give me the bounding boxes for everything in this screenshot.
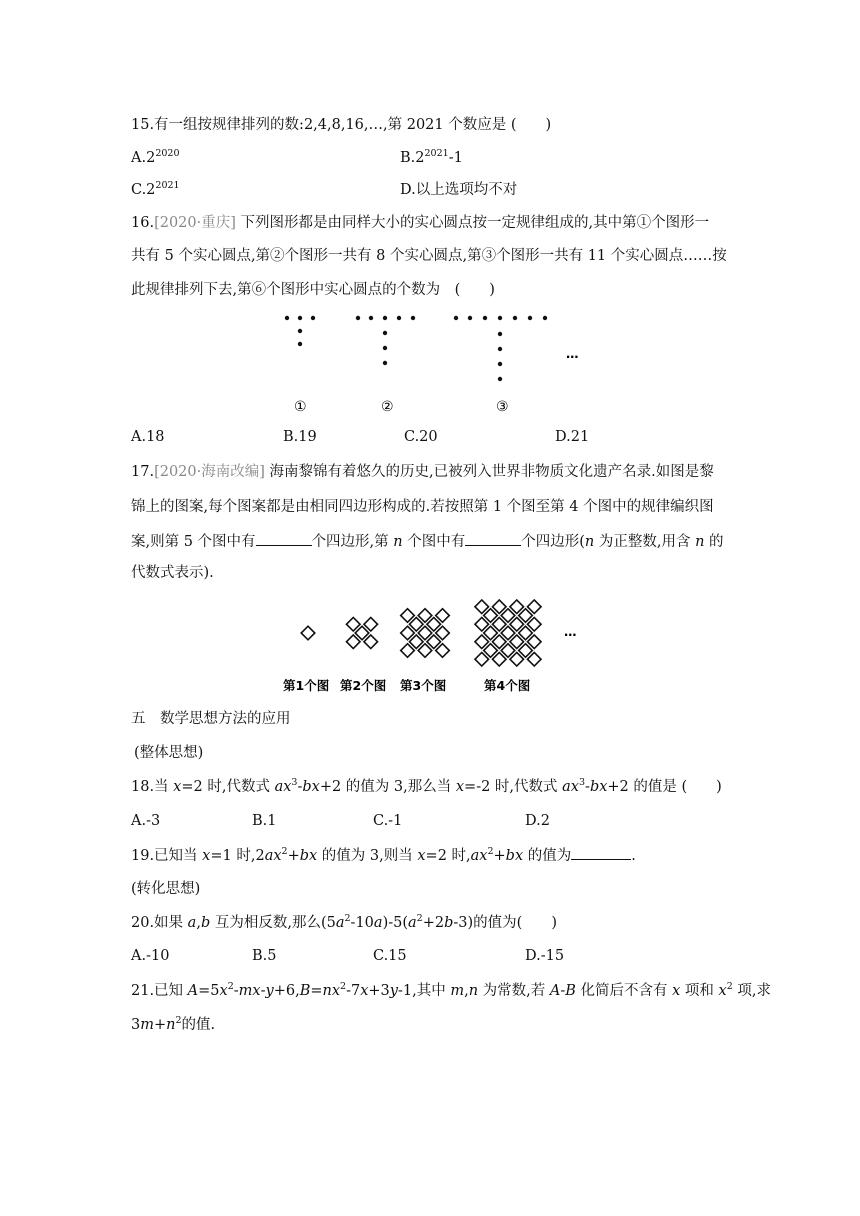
q16-line-2: 共有 5 个实心圆点,第②个图形一共有 8 个实心圆点,第③个图形一共有 11 个实心圆点……按 [131, 248, 727, 264]
q16-dot [411, 316, 415, 320]
q15-option-d: D.以上选项均不对 [400, 182, 518, 198]
section-sub-transform: (转化思想) [131, 881, 201, 897]
q16-dot [513, 316, 517, 320]
q17-quadrilateral [527, 652, 541, 666]
q16-line-3: 此规律排列下去,第⑥个图形中实心圆点的个数为 ( ) [131, 282, 495, 298]
q16-dot [298, 329, 302, 333]
q17-quadrilateral [484, 644, 498, 658]
q20-option-c: C.15 [373, 948, 407, 964]
q16-dot [383, 316, 387, 320]
q17-quadrilateral [418, 626, 432, 640]
q16-option-d: D.21 [555, 429, 590, 445]
q17-quadrilateral [510, 600, 524, 614]
q16-dot [397, 316, 401, 320]
q17-quadrilateral [475, 617, 489, 631]
q18-option-c: C.-1 [373, 813, 403, 829]
q17-quadrilateral [527, 617, 541, 631]
q17-quadrilateral [401, 626, 415, 640]
q16-line-1: 16.[2020·重庆] 下列图形都是由同样大小的实心圆点按一定规律组成的,其中第①个图形一 [131, 215, 710, 231]
q17-quadrilateral [346, 617, 360, 631]
q20-stem: 20.如果 a,b 互为相反数,那么$(5a^2-10a)-5(a^2+2b-3)$的值为( ) [131, 913, 557, 931]
q16-option-c: C.20 [404, 429, 438, 445]
q17-source: [2020·海南改编] [154, 464, 265, 480]
q17-quadrilateral [510, 652, 524, 666]
q15-option-b: $B.2^{2021}-1$ [400, 148, 463, 166]
q16-figure-label-1: ① [294, 399, 307, 415]
q17-quadrilateral [346, 635, 360, 649]
q18-option-d: D.2 [525, 813, 550, 829]
q16-option-b: B.19 [283, 429, 317, 445]
q17-line-4: 代数式表示). [131, 565, 214, 581]
q16-dot [543, 316, 547, 320]
q17-quadrilateral [519, 626, 533, 640]
q17-quadrilateral [527, 635, 541, 649]
q16-dot [383, 331, 387, 335]
q16-dot [356, 316, 360, 320]
section-title: 五 数学思想方法的应用 [131, 711, 291, 727]
q17-blank-1[interactable] [256, 531, 312, 546]
q17-line-3: 案,则第 5 个图中有 个四边形,第 n 个图中有 个四边形(n 为正整数,用含 n 的 [131, 531, 724, 552]
q18-option-b: B.1 [252, 813, 277, 829]
q17-quadrilateral [355, 626, 369, 640]
q16-dot [369, 316, 373, 320]
q19-answer-blank[interactable] [571, 845, 631, 860]
q16-dot [285, 316, 289, 320]
q15-option-a: $A.2^{2020}$ [131, 148, 180, 166]
q16-dot [383, 346, 387, 350]
q16-ellipsis: … [566, 346, 579, 361]
q17-line-2: 锦上的图案,每个图案都是由相同四边形构成的.若按照第 1 个图至第 4 个图中的规律编织图 [131, 499, 714, 515]
q17-quadrilateral [492, 600, 506, 614]
q17-quadrilateral [364, 617, 378, 631]
q17-line-1: 17.[2020·海南改编] 海南黎锦有着悠久的历史,已被列入世界非物质文化遗产名录.如图是黎 [131, 464, 714, 480]
q16-dot [528, 316, 532, 320]
q16-dot [483, 316, 487, 320]
q17-quadrilateral [418, 609, 432, 623]
q17-quadrilateral [409, 617, 423, 631]
q18-stem: 18.当 x=2 时,代数式 $ax^3-bx+2$ 的值为 3,那么当 x=-2 时,代数式 $ax^3-bx+2$ 的值是 ( ) [131, 777, 722, 795]
q16-dot [498, 377, 502, 381]
q17-figure-label-2: 第2个图 [340, 678, 387, 693]
q17-quadrilateral [519, 609, 533, 623]
q17-figure-label-3: 第3个图 [400, 678, 447, 693]
q17-quadrilateral [501, 626, 515, 640]
section-sub-holistic: (整体思想) [134, 745, 204, 761]
q19-stem: 19.已知当 x=1 时$,2ax^2+bx$ 的值为 3,则当 x=2 时$,ax^2+bx$ 的值为 . [131, 846, 636, 864]
q21-line-2: $3m+n^2$的值. [131, 1015, 216, 1033]
q16-dot [383, 361, 387, 365]
q17-quadrilateral [492, 635, 506, 649]
q17-ellipsis: … [564, 624, 577, 639]
q16-figure-label-3: ③ [496, 399, 509, 415]
q17-quadrilateral [492, 652, 506, 666]
q20-option-b: B.5 [252, 948, 277, 964]
q16-dot [468, 316, 472, 320]
q16-dot [298, 342, 302, 346]
q17-quadrilateral [427, 635, 441, 649]
q16-dot [298, 316, 302, 320]
q17-figure-label-4: 第4个图 [484, 678, 531, 693]
q17-quadrilateral [418, 644, 432, 658]
q17-quadrilateral [301, 626, 315, 640]
q17-quadrilateral [436, 609, 450, 623]
q17-quadrilateral [475, 652, 489, 666]
q17-quadrilateral [436, 626, 450, 640]
q20-option-a: A.-10 [131, 948, 170, 964]
q16-figure-label-2: ② [381, 399, 394, 415]
q17-quadrilateral [401, 609, 415, 623]
q17-quadrilateral [409, 635, 423, 649]
q16-dot [454, 316, 458, 320]
q16-dot [498, 332, 502, 336]
q16-dot [498, 347, 502, 351]
q16-option-a: A.18 [131, 429, 165, 445]
q17-quadrilateral [519, 644, 533, 658]
q17-quadrilateral [501, 609, 515, 623]
q15-stem: 15.有一组按规律排列的数:2,4,8,16,…,第 2021 个数应是 ( ) [131, 117, 552, 133]
q17-quadrilateral [501, 644, 515, 658]
q17-quadrilateral [436, 644, 450, 658]
q16-source: [2020·重庆] [154, 215, 236, 231]
q21-line-1: 21.已知 $A=5x^2-mx-y+6,B=nx^2-7x+3y-1$,其中 m,n 为常数,若 A-B 化简后不含有 x 项和 $x^2$ 项,求 [131, 981, 771, 999]
q17-quadrilateral [401, 644, 415, 658]
q17-quadrilateral [527, 600, 541, 614]
q17-blank-2[interactable] [465, 531, 521, 546]
q16-dot [498, 362, 502, 366]
q16-dot [498, 316, 502, 320]
q17-quadrilateral [492, 617, 506, 631]
q17-quadrilateral [510, 617, 524, 631]
q17-quadrilateral [484, 626, 498, 640]
q17-quadrilateral [475, 635, 489, 649]
q17-quadrilateral [475, 600, 489, 614]
q20-option-d: D.-15 [525, 948, 565, 964]
q18-option-a: A.-3 [131, 813, 161, 829]
q17-quadrilateral [427, 617, 441, 631]
q16-dot [311, 316, 315, 320]
q17-quadrilateral [484, 609, 498, 623]
q17-quadrilateral [510, 635, 524, 649]
q17-quadrilateral [364, 635, 378, 649]
q15-option-c: $C.2^{2021}$ [131, 180, 180, 198]
q17-figure-label-1: 第1个图 [283, 678, 330, 693]
